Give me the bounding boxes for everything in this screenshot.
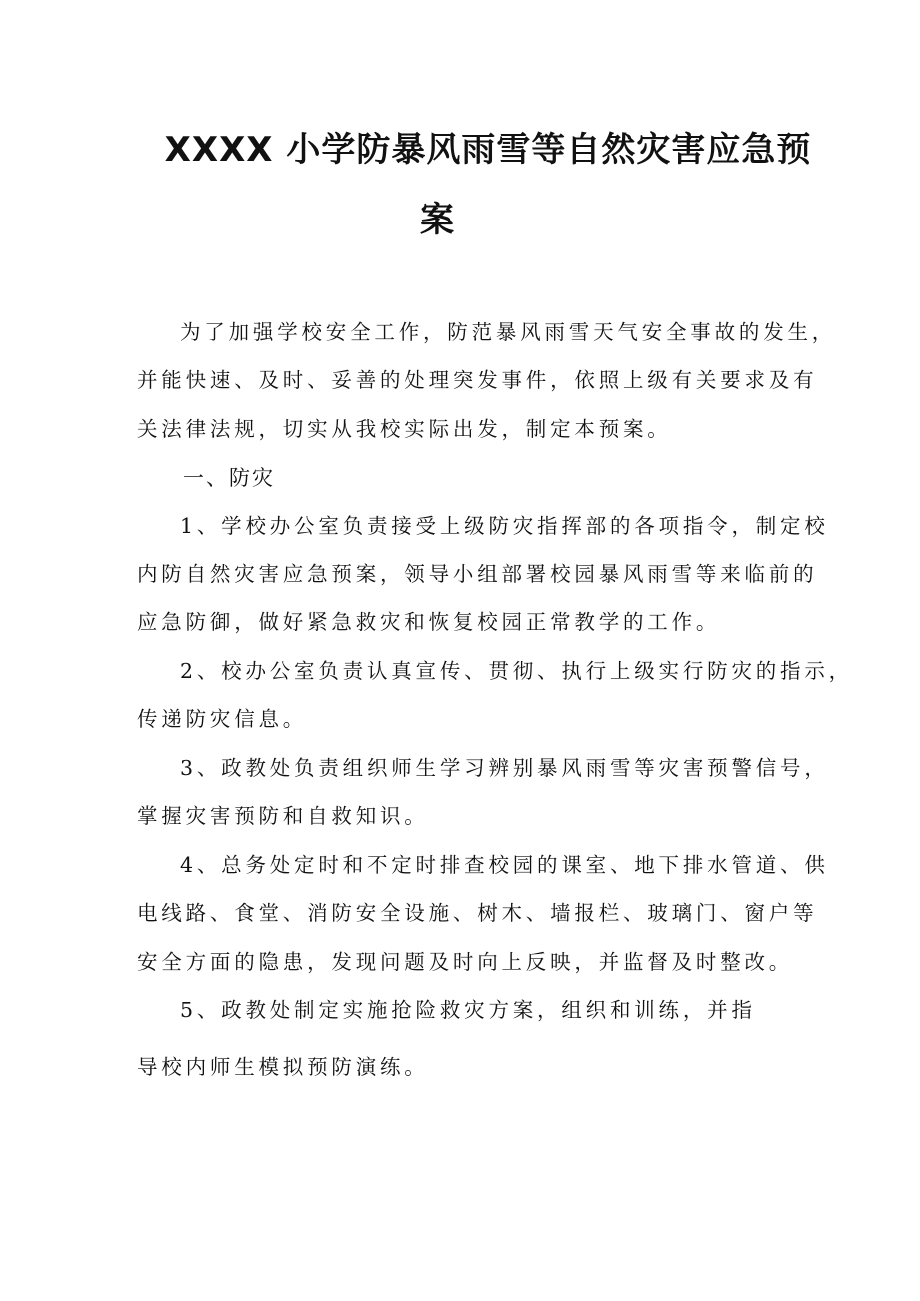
section-heading: 一、防灾: [183, 466, 275, 490]
item-line: 安全方面的隐患，发现问题及时向上反映，并监督及时整改。: [137, 950, 794, 974]
item-line: 1、学校办公室负责接受上级防灾指挥部的各项指令，制定校: [180, 514, 829, 538]
item-line: 内防自然灾害应急预案，领导小组部署校园暴风雨雪等来临前的: [137, 562, 818, 586]
item-line: 导校内师生模拟预防演练。: [137, 1055, 429, 1079]
item-line: 2、校办公室负责认真宣传、贯彻、执行上级实行防灾的指示，: [180, 659, 853, 683]
intro-line: 关法律法规，切实从我校实际出发，制定本预案。: [137, 417, 672, 441]
item-line: 5、政教处制定实施抢险救灾方案，组织和训练，并指: [180, 998, 756, 1022]
intro-line: 为了加强学校安全工作，防范暴风雨雪天气安全事故的发生，: [180, 320, 837, 344]
document-title-continued: 案: [420, 200, 455, 240]
document-title: XXXX 小学防暴风雨雪等自然灾害应急预: [164, 130, 812, 170]
item-line: 掌握灾害预防和自救知识。: [137, 804, 429, 828]
item-line: 传递防灾信息。: [137, 707, 308, 731]
intro-line: 并能快速、及时、妥善的处理突发事件，依照上级有关要求及有: [137, 368, 818, 392]
item-line: 应急防御，做好紧急救灾和恢复校园正常教学的工作。: [137, 610, 721, 634]
item-line: 4、总务处定时和不定时排查校园的课室、地下排水管道、供: [180, 853, 829, 877]
item-line: 电线路、食堂、消防安全设施、树木、墙报栏、玻璃门、窗户等: [137, 901, 818, 925]
item-line: 3、政教处负责组织师生学习辨别暴风雨雪等灾害预警信号，: [180, 756, 829, 780]
